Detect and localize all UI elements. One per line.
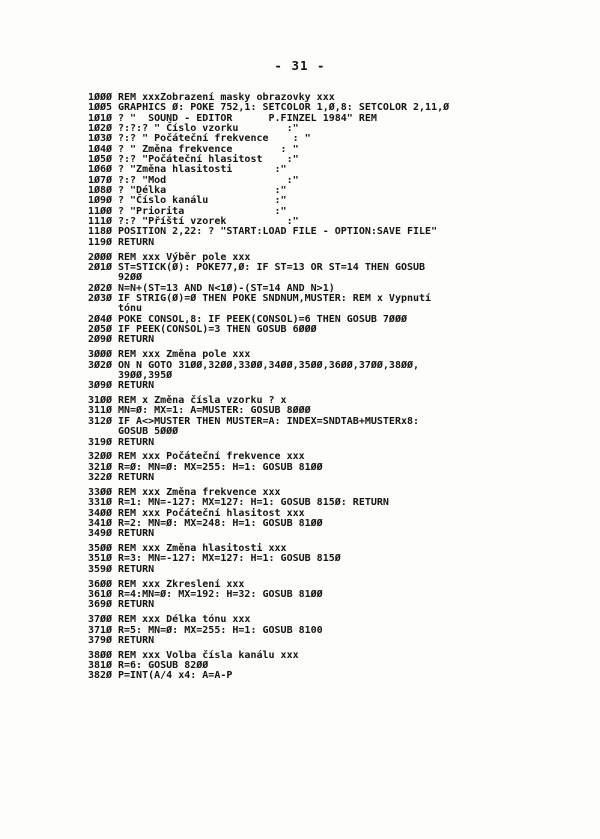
code-block <box>88 396 593 448</box>
line-number: 1Ø4Ø <box>88 143 113 155</box>
line-number: 359Ø <box>88 563 113 575</box>
code-line <box>88 227 593 237</box>
line-code: IF PEEK(CONSOL)=3 THEN GOSUB 6ØØØ <box>118 324 317 336</box>
code-line <box>88 463 593 473</box>
line-code: R=5: MN=Ø: MX=255: H=1: GOSUB 8100 <box>118 624 323 636</box>
line-number: 3Ø2Ø <box>88 359 113 371</box>
code-line <box>88 238 593 248</box>
line-code: ?:?:? " Číslo vzorku :" <box>118 123 299 135</box>
line-code: N=N+(ST=13 AND N<1Ø)-(ST=14 AND N>1) <box>118 282 335 294</box>
line-code: RETURN <box>118 599 155 611</box>
line-code: tónu <box>118 303 143 315</box>
line-code: R=1: MN=-127: MX=127: H=1: GOSUB 815Ø: RETURN <box>118 497 389 509</box>
line-code: REM xxx Počáteční hlasitost xxx <box>118 507 305 519</box>
line-code: RETURN <box>118 236 155 248</box>
line-number: 379Ø <box>88 634 113 646</box>
line-code: REM xxx Změna hlasitosti xxx <box>118 543 287 555</box>
line-number: 381Ø <box>88 660 113 672</box>
line-number: 1Ø3Ø <box>88 133 113 145</box>
line-code: REM xxx Změna frekvence xxx <box>118 486 281 498</box>
line-number: 1Ø9Ø <box>88 195 113 207</box>
line-code: RETURN <box>118 634 155 646</box>
code-line <box>88 529 593 539</box>
code-line <box>88 554 593 564</box>
code-block <box>88 488 593 540</box>
line-number: 1Ø1Ø <box>88 112 113 124</box>
line-number: 31ØØ <box>88 395 113 407</box>
line-code: ? "Priorita :" <box>118 205 287 217</box>
line-code: REM xxx Délka tónu xxx <box>118 614 251 626</box>
line-code: R=3: MN=-127: MX=127: H=1: GOSUB 815Ø <box>118 553 341 565</box>
line-number: 2Ø5Ø <box>88 324 113 336</box>
code-block <box>88 253 593 346</box>
line-number: 2ØØØ <box>88 251 113 263</box>
line-code: GRAPHICS Ø: POKE 752,1: SETCOLOR 1,Ø,8: SETCOLOR 2,11,Ø <box>118 102 450 114</box>
line-code: REM xxxZobrazení masky obrazovky xxx <box>118 92 335 103</box>
line-code: ST=STICK(Ø): POKE77,Ø: IF ST=13 OR ST=14 THEN GOSUB <box>118 262 426 273</box>
line-number <box>88 427 118 437</box>
line-code: RETURN <box>118 436 155 448</box>
line-number: 2Ø3Ø <box>88 293 113 305</box>
line-code: ? " SOUND - EDITOR P.FINZEL 1984" REM <box>118 112 377 124</box>
code-line <box>88 427 593 437</box>
line-number: 11ØØ <box>88 205 113 217</box>
code-block <box>88 452 593 483</box>
line-code: ?:? "Počáteční hlasitost :" <box>118 154 299 166</box>
line-number: 32ØØ <box>88 451 113 463</box>
line-code: REM xxx Změna pole xxx <box>118 349 251 361</box>
line-code: ON N GOTO 31ØØ,32ØØ,33ØØ,34ØØ,35ØØ,36ØØ,37ØØ,38ØØ, <box>118 359 420 371</box>
line-code: R=6: GOSUB 82ØØ <box>118 660 209 672</box>
line-number: 349Ø <box>88 528 113 540</box>
line-number: 331Ø <box>88 497 113 509</box>
line-code: REM x Změna čísla vzorku ? x <box>118 395 287 407</box>
code-block <box>88 580 593 611</box>
line-number: 38ØØ <box>88 649 113 661</box>
line-code: R=2: MN=Ø: MX=248: H=1: GOSUB 81ØØ <box>118 517 323 529</box>
line-code: P=INT(A/4 x4: A=A-P <box>118 670 233 682</box>
line-code: ? "Změna hlasitosti :" <box>118 164 287 176</box>
line-number: 1Ø2Ø <box>88 123 113 135</box>
line-code: 39ØØ,395Ø <box>118 369 173 381</box>
code-line <box>88 590 593 600</box>
line-number: 312Ø <box>88 415 113 427</box>
line-number: 319Ø <box>88 436 113 448</box>
line-code: RETURN <box>118 472 155 484</box>
basic-listing <box>88 93 593 686</box>
code-block <box>88 615 593 646</box>
line-number: 341Ø <box>88 517 113 529</box>
line-number: 2Ø1Ø <box>88 262 113 273</box>
line-number: 34ØØ <box>88 507 113 519</box>
line-number: 2Ø9Ø <box>88 334 113 346</box>
line-number: 361Ø <box>88 588 113 600</box>
code-line <box>88 473 593 483</box>
line-code: ?:? "Příští vzorek :" <box>118 216 299 228</box>
line-number: 35ØØ <box>88 543 113 555</box>
line-number: 311Ø <box>88 405 113 417</box>
line-number: 3Ø9Ø <box>88 380 113 392</box>
code-line <box>88 600 593 610</box>
code-line <box>88 498 593 508</box>
line-code: REM xxx Zkreslení xxx <box>118 578 245 590</box>
line-code: REM xxx Výběr pole xxx <box>118 251 251 263</box>
code-line <box>88 325 593 335</box>
line-code: REM xxx Volba čísla kanálu xxx <box>118 649 299 661</box>
line-number: 2Ø2Ø <box>88 282 113 294</box>
code-line <box>88 438 593 448</box>
line-number: 2Ø4Ø <box>88 313 113 325</box>
line-code: MN=Ø: MX=1: A=MUSTER: GOSUB 8ØØØ <box>118 405 311 417</box>
code-line <box>88 615 593 625</box>
line-number: 111Ø <box>88 216 113 228</box>
line-code: R=4:MN=Ø: MX=192: H=32: GOSUB 81ØØ <box>118 588 323 600</box>
line-number: 36ØØ <box>88 578 113 590</box>
code-line <box>88 371 593 381</box>
line-code: IF A<>MUSTER THEN MUSTER=A: INDEX=SNDTAB+MUSTERx8: <box>118 415 420 427</box>
code-block <box>88 93 593 248</box>
code-line <box>88 294 593 304</box>
line-code: ? "Délka :" <box>118 185 287 197</box>
line-code: 92ØØ <box>118 272 143 284</box>
line-code: RETURN <box>118 528 155 540</box>
code-line <box>88 381 593 391</box>
line-code: GOSUB 5ØØØ <box>118 426 179 438</box>
page-number: - 31 - <box>274 58 326 73</box>
line-number: 1Ø7Ø <box>88 174 113 186</box>
code-line <box>88 565 593 575</box>
code-line <box>88 519 593 529</box>
line-number: 119Ø <box>88 236 113 248</box>
line-number: 369Ø <box>88 599 113 611</box>
line-number: 371Ø <box>88 624 113 636</box>
code-line <box>88 263 593 273</box>
line-code: POSITION 2,22: ? "START:LOAD FILE - OPTION:SAVE FILE" <box>118 226 438 238</box>
line-number: 37ØØ <box>88 614 113 626</box>
line-number: 321Ø <box>88 461 113 473</box>
line-code: POKE CONSOL,8: IF PEEK(CONSOL)=6 THEN GOSUB 7ØØØ <box>118 313 407 325</box>
line-code: RETURN <box>118 334 155 346</box>
line-number: 351Ø <box>88 553 113 565</box>
line-code: ?:? "Mod :" <box>118 174 299 186</box>
line-number: 118Ø <box>88 226 113 238</box>
line-number: 33ØØ <box>88 486 113 498</box>
line-number: 1Ø6Ø <box>88 164 113 176</box>
code-block <box>88 651 593 682</box>
line-number: 3ØØØ <box>88 349 113 361</box>
line-code: R=Ø: MN=Ø: MX=255: H=1: GOSUB 81ØØ <box>118 461 323 473</box>
code-block <box>88 544 593 575</box>
line-code: ?:? " Počáteční frekvence : " <box>118 133 311 145</box>
line-number: 1Ø8Ø <box>88 185 113 197</box>
code-line <box>88 671 593 681</box>
line-code: ? "Číslo kanálu :" <box>118 195 287 207</box>
code-block <box>88 350 593 391</box>
line-number: 322Ø <box>88 472 113 484</box>
line-number: 1ØØ5 <box>88 102 113 114</box>
code-line <box>88 636 593 646</box>
code-line <box>88 626 593 636</box>
line-code: RETURN <box>118 380 155 392</box>
line-number: 1ØØØ <box>88 92 113 103</box>
line-code: IF STRIG(Ø)=Ø THEN POKE SNDNUM,MUSTER: REM x Vypnutí <box>118 293 432 305</box>
line-code: REM xxx Počáteční frekvence xxx <box>118 451 305 463</box>
line-code: ? " Změna frekvence : " <box>118 143 299 155</box>
line-number: 1Ø5Ø <box>88 154 113 166</box>
code-line <box>88 335 593 345</box>
line-code: RETURN <box>118 563 155 575</box>
line-number: 382Ø <box>88 670 113 682</box>
